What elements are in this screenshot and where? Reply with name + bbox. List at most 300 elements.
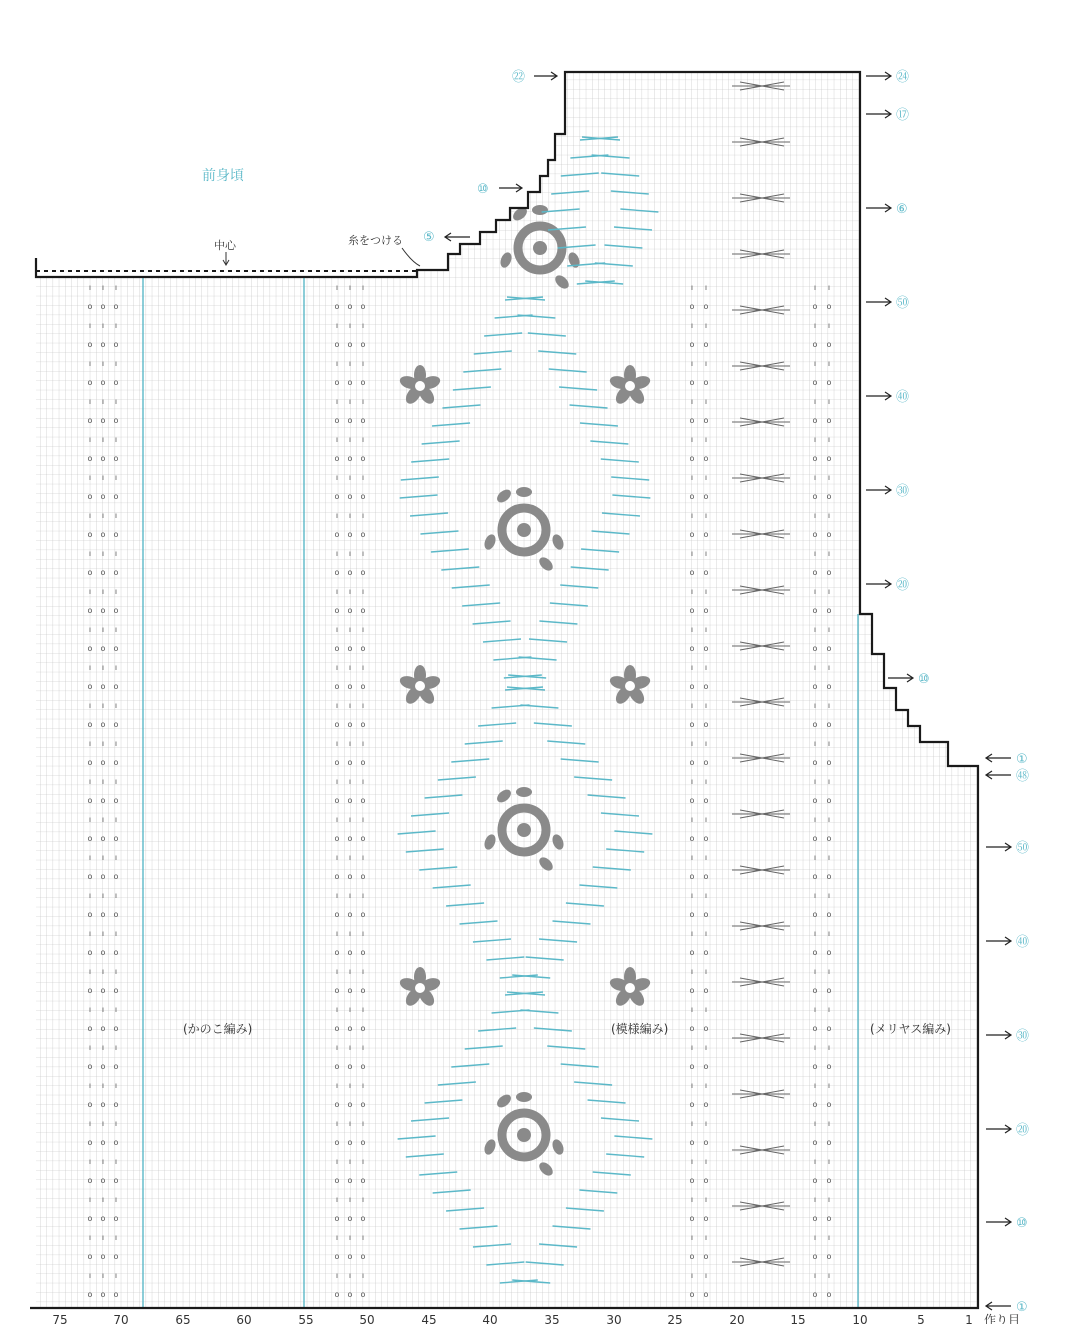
stitch-symbol: ı: [827, 701, 831, 710]
stitch-symbol: ı: [704, 1157, 708, 1166]
stitch-symbol: o: [826, 1176, 832, 1185]
stitch-symbol: ı: [348, 1157, 352, 1166]
stitch-symbol: ı: [348, 701, 352, 710]
stitch-symbol: o: [703, 910, 709, 919]
stitch-symbol: ı: [88, 549, 92, 558]
stitch-symbol: ı: [813, 929, 817, 938]
stitch-symbol: o: [826, 720, 832, 729]
stitch-symbol: o: [347, 1252, 353, 1261]
arrow-right-icon: [866, 204, 891, 212]
stitch-symbol: ı: [827, 473, 831, 482]
stitch-symbol: ı: [361, 967, 365, 976]
stitch-symbol: ı: [335, 1119, 339, 1128]
stitch-symbol: o: [87, 302, 93, 311]
stitch-symbol: o: [812, 530, 818, 539]
stitch-symbol: ı: [690, 815, 694, 824]
stitch-symbol: o: [113, 1290, 119, 1299]
axis-tick: 40: [482, 1313, 498, 1324]
stitch-symbol: o: [689, 606, 695, 615]
stitch-symbol: o: [689, 834, 695, 843]
stitch-symbol: o: [689, 758, 695, 767]
stitch-symbol: ı: [361, 397, 365, 406]
stitch-symbol: ı: [704, 739, 708, 748]
stitch-symbol: ı: [827, 359, 831, 368]
stitch-symbol: ı: [114, 397, 118, 406]
stitch-symbol: ı: [88, 777, 92, 786]
stitch-symbol: ı: [114, 1119, 118, 1128]
stitch-symbol: o: [812, 872, 818, 881]
stitch-symbol: o: [113, 758, 119, 767]
stitch-symbol: o: [360, 1214, 366, 1223]
stitch-symbol: ı: [690, 473, 694, 482]
stitch-symbol: ı: [827, 1119, 831, 1128]
right-marker: ㊽: [1016, 769, 1030, 784]
stitch-symbol: o: [689, 720, 695, 729]
stitch-symbol: ı: [348, 663, 352, 672]
stitch-symbol: ı: [690, 739, 694, 748]
stitch-symbol: o: [689, 1062, 695, 1071]
stitch-symbol: o: [812, 1290, 818, 1299]
stitch-symbol: o: [812, 1024, 818, 1033]
stitch-symbol: o: [347, 340, 353, 349]
stitch-symbol: ı: [88, 663, 92, 672]
stitch-symbol: o: [113, 454, 119, 463]
stitch-symbol: ı: [88, 1157, 92, 1166]
stitch-symbol: ı: [348, 511, 352, 520]
stitch-symbol: o: [360, 986, 366, 995]
stitch-symbol: ı: [704, 777, 708, 786]
stitch-symbol: o: [360, 1252, 366, 1261]
stitch-symbol: o: [360, 834, 366, 843]
stitch-symbol: ı: [704, 663, 708, 672]
stitch-symbol: ı: [827, 511, 831, 520]
stitch-symbol: o: [347, 1100, 353, 1109]
stitch-symbol: o: [100, 568, 106, 577]
stitch-symbol: o: [334, 720, 340, 729]
stitch-symbol: ı: [335, 853, 339, 862]
stitch-symbol: ı: [813, 1119, 817, 1128]
stitch-symbol: ı: [827, 929, 831, 938]
stitch-symbol: o: [113, 340, 119, 349]
stitch-symbol: ı: [114, 511, 118, 520]
stitch-symbol: o: [347, 492, 353, 501]
stitch-symbol: ı: [704, 397, 708, 406]
stitch-symbol: ı: [813, 739, 817, 748]
stitch-symbol: ı: [813, 853, 817, 862]
stitch-symbol: o: [334, 682, 340, 691]
stitch-symbol: ı: [690, 967, 694, 976]
stitch-symbol: ı: [348, 853, 352, 862]
stitch-symbol: ı: [690, 663, 694, 672]
stitch-symbol: ı: [101, 1081, 105, 1090]
stitch-symbol: o: [703, 720, 709, 729]
right-marker: ㊵: [896, 390, 910, 405]
stitch-symbol: o: [689, 492, 695, 501]
arrow-left-icon: [986, 771, 1011, 779]
arrow-right-icon: [866, 580, 891, 588]
arrow-right-icon: [866, 72, 891, 80]
stitch-symbol: ı: [827, 777, 831, 786]
bottom-stitch-axis: [52, 1313, 1020, 1324]
stitch-symbol: o: [703, 758, 709, 767]
stitch-symbol: o: [812, 1100, 818, 1109]
stitch-symbol: ı: [101, 283, 105, 292]
stitch-symbol: ı: [335, 701, 339, 710]
stitch-symbol: o: [347, 416, 353, 425]
stitch-symbol: ı: [827, 815, 831, 824]
stitch-symbol: o: [334, 910, 340, 919]
stitch-symbol: o: [100, 1252, 106, 1261]
stitch-symbol: ı: [114, 1043, 118, 1052]
stitch-symbol: o: [87, 1062, 93, 1071]
stitch-symbol: ı: [114, 1195, 118, 1204]
stitch-symbol: o: [360, 682, 366, 691]
stitch-symbol: o: [826, 1062, 832, 1071]
stitch-symbol: ı: [690, 1195, 694, 1204]
stitch-symbol: o: [812, 606, 818, 615]
stitch-symbol: ı: [348, 739, 352, 748]
stitch-symbol: o: [100, 340, 106, 349]
stitch-symbol: ı: [813, 549, 817, 558]
right-marker: ㉚: [1016, 1029, 1030, 1044]
stitch-symbol: ı: [348, 359, 352, 368]
stitch-symbol: ı: [335, 929, 339, 938]
stitch-symbol: o: [826, 682, 832, 691]
stitch-symbol: o: [113, 682, 119, 691]
axis-tick: 20: [729, 1313, 745, 1324]
stitch-symbol: ı: [361, 777, 365, 786]
left-marker-10: ⑩: [477, 182, 489, 197]
stitch-symbol: ı: [704, 549, 708, 558]
stitch-symbol: ı: [101, 473, 105, 482]
stitch-symbol: ı: [704, 1195, 708, 1204]
stitch-symbol: ı: [114, 853, 118, 862]
stitch-symbol: o: [100, 644, 106, 653]
stitch-symbol: o: [347, 834, 353, 843]
stitch-symbol: o: [87, 796, 93, 805]
stitch-symbol: ı: [348, 1271, 352, 1280]
arrow-right-icon: [986, 1031, 1011, 1039]
stitch-symbol: o: [347, 986, 353, 995]
stitch-symbol: o: [360, 948, 366, 957]
stitch-symbol: o: [100, 1100, 106, 1109]
stitch-symbol: ı: [88, 511, 92, 520]
stitch-symbol: ı: [101, 739, 105, 748]
stitch-symbol: o: [113, 1214, 119, 1223]
stitch-symbol: ı: [348, 777, 352, 786]
stitch-symbol: ı: [335, 283, 339, 292]
stitch-symbol: ı: [690, 359, 694, 368]
stitch-symbol: ı: [704, 587, 708, 596]
stitch-symbol: ı: [335, 1005, 339, 1014]
stitch-symbol: ı: [335, 1157, 339, 1166]
stitch-symbol: ı: [114, 929, 118, 938]
stitch-symbol: ı: [361, 1081, 365, 1090]
stitch-symbol: ı: [813, 397, 817, 406]
stitch-symbol: ı: [114, 967, 118, 976]
stitch-symbol: o: [334, 1062, 340, 1071]
stitch-symbol: ı: [690, 929, 694, 938]
stitch-symbol: ı: [101, 511, 105, 520]
stitch-symbol: ı: [813, 321, 817, 330]
stitch-symbol: o: [100, 796, 106, 805]
page-title: 前身頃: [202, 168, 244, 184]
stitch-symbol: ı: [114, 1271, 118, 1280]
stitch-symbol: ı: [88, 359, 92, 368]
stitch-symbol: ı: [704, 967, 708, 976]
stitch-symbol: ı: [335, 891, 339, 900]
stitch-symbol: o: [360, 1138, 366, 1147]
stitch-symbol: o: [812, 454, 818, 463]
stitch-symbol: o: [360, 378, 366, 387]
stitch-symbol: o: [113, 834, 119, 843]
stitch-symbol: o: [826, 1290, 832, 1299]
stitch-symbol: ı: [690, 435, 694, 444]
stitch-symbol: o: [826, 644, 832, 653]
stitch-symbol: o: [113, 986, 119, 995]
stitch-symbol: ı: [348, 967, 352, 976]
stitch-symbol: ı: [690, 587, 694, 596]
stitch-symbol: ı: [361, 549, 365, 558]
stitch-symbol: ı: [827, 739, 831, 748]
stitch-symbol: o: [689, 530, 695, 539]
stitch-symbol: ı: [335, 511, 339, 520]
stitch-symbol: o: [113, 1024, 119, 1033]
stitch-symbol: o: [826, 416, 832, 425]
stitch-symbol: o: [360, 492, 366, 501]
stitch-symbol: ı: [361, 1271, 365, 1280]
stitch-symbol: o: [703, 302, 709, 311]
arrow-left-icon: [986, 754, 1011, 762]
stitch-symbol: o: [334, 1290, 340, 1299]
stitch-symbol: o: [812, 796, 818, 805]
stitch-symbol: ı: [704, 321, 708, 330]
stitch-symbol: o: [334, 416, 340, 425]
stitch-symbol: ı: [827, 1233, 831, 1242]
arrow-right-icon: [888, 674, 913, 682]
stitch-symbol: o: [347, 910, 353, 919]
stitch-symbol: o: [812, 986, 818, 995]
stitch-symbol: ı: [101, 359, 105, 368]
stitch-symbol: ı: [348, 1233, 352, 1242]
stitch-symbol: ı: [827, 397, 831, 406]
stitch-symbol: ı: [88, 739, 92, 748]
stitch-symbol: ı: [114, 739, 118, 748]
stitch-symbol: o: [113, 568, 119, 577]
stitch-symbol: o: [113, 378, 119, 387]
stitch-symbol: o: [826, 986, 832, 995]
stitch-symbol: o: [334, 758, 340, 767]
stitch-symbol: ı: [88, 283, 92, 292]
stitch-symbol: o: [100, 1024, 106, 1033]
stitch-symbol: o: [360, 340, 366, 349]
stitch-symbol: o: [87, 1176, 93, 1185]
stitch-symbol: ı: [813, 511, 817, 520]
stitch-symbol: o: [100, 1290, 106, 1299]
stitch-symbol: ı: [101, 891, 105, 900]
stitch-symbol: ı: [348, 1043, 352, 1052]
arrow-right-icon: [986, 937, 1011, 945]
stitch-symbol: ı: [813, 891, 817, 900]
axis-tick: 25: [667, 1313, 683, 1324]
stitch-symbol: o: [87, 1252, 93, 1261]
stitch-symbol: o: [703, 1138, 709, 1147]
stitch-symbol: o: [812, 568, 818, 577]
stitch-symbol: o: [87, 454, 93, 463]
stitch-symbol: ı: [704, 929, 708, 938]
stitch-symbol: o: [87, 606, 93, 615]
stitch-symbol: ı: [335, 1043, 339, 1052]
stitch-symbol: ı: [361, 283, 365, 292]
stitch-symbol: ı: [361, 663, 365, 672]
stitch-symbol: ı: [101, 777, 105, 786]
stitch-symbol: o: [812, 758, 818, 767]
stitch-symbol: o: [334, 986, 340, 995]
right-marker: ㊿: [1016, 841, 1030, 856]
stitch-symbol: o: [826, 1252, 832, 1261]
stitch-symbol: o: [113, 1176, 119, 1185]
stitch-symbol: ı: [813, 1233, 817, 1242]
stitch-symbol: o: [347, 606, 353, 615]
stitch-symbol: ı: [88, 967, 92, 976]
stitch-symbol: ı: [335, 587, 339, 596]
stitch-symbol: ı: [101, 435, 105, 444]
stitch-symbol: ı: [827, 891, 831, 900]
stitch-symbol: ı: [114, 283, 118, 292]
stitch-symbol: ı: [690, 283, 694, 292]
stitch-symbol: o: [113, 948, 119, 957]
stitch-symbol: o: [113, 910, 119, 919]
stitch-symbol: o: [100, 758, 106, 767]
stitch-symbol: o: [812, 1138, 818, 1147]
stitch-symbol: o: [334, 492, 340, 501]
stitch-symbol: o: [360, 796, 366, 805]
stitch-symbol: ı: [335, 473, 339, 482]
stitch-symbol: ı: [827, 1081, 831, 1090]
stitch-symbol: o: [100, 872, 106, 881]
stitch-symbol: ı: [361, 701, 365, 710]
stitch-symbol: o: [812, 834, 818, 843]
stitch-symbol: o: [334, 1138, 340, 1147]
stitch-symbol: o: [87, 986, 93, 995]
stitch-symbol: o: [703, 682, 709, 691]
stitch-symbol: o: [334, 568, 340, 577]
center-label: 中心: [214, 239, 236, 252]
stitch-symbol: ı: [114, 701, 118, 710]
stitch-symbol: ı: [114, 1005, 118, 1014]
stitch-symbol: o: [334, 530, 340, 539]
arrow-right-icon: [534, 72, 557, 80]
stitch-symbol: ı: [88, 587, 92, 596]
stitch-symbol: o: [703, 492, 709, 501]
stitch-symbol: ı: [101, 397, 105, 406]
stitch-symbol: o: [87, 378, 93, 387]
axis-tick: 65: [175, 1313, 191, 1324]
stitch-symbol: ı: [335, 777, 339, 786]
stitch-symbol: o: [689, 1024, 695, 1033]
stitch-symbol: o: [347, 454, 353, 463]
stitch-symbol: o: [703, 1176, 709, 1185]
stitch-symbol: ı: [101, 1195, 105, 1204]
arrow-right-icon: [986, 1125, 1011, 1133]
stitch-symbol: ı: [101, 929, 105, 938]
stitch-symbol: ı: [88, 1233, 92, 1242]
cast-on-label: 作り目: [984, 1313, 1021, 1324]
stitch-symbol: ı: [361, 1119, 365, 1128]
stitch-symbol: o: [826, 530, 832, 539]
stitch-symbol: ı: [690, 549, 694, 558]
stitch-symbol: ı: [704, 359, 708, 368]
stitch-symbol: ı: [88, 397, 92, 406]
stitch-symbol: ı: [704, 435, 708, 444]
stitch-symbol: o: [100, 948, 106, 957]
stitch-symbol: o: [812, 1062, 818, 1071]
stitch-symbol: ı: [827, 435, 831, 444]
stitch-symbol: o: [113, 302, 119, 311]
stitch-symbol: ı: [361, 929, 365, 938]
stitch-symbol: ı: [361, 473, 365, 482]
stitch-symbol: ı: [690, 1233, 694, 1242]
stitch-symbol: ı: [88, 701, 92, 710]
stitch-symbol: ı: [348, 815, 352, 824]
stitch-symbol: ı: [114, 891, 118, 900]
stitch-symbol: ı: [813, 777, 817, 786]
stitch-symbol: ı: [361, 1195, 365, 1204]
stitch-symbol: o: [689, 1290, 695, 1299]
stitch-symbol: ı: [813, 283, 817, 292]
stitch-symbol: ı: [348, 321, 352, 330]
stitch-symbol: ı: [827, 1271, 831, 1280]
stitch-symbol: ı: [101, 1005, 105, 1014]
stitch-symbol: ı: [690, 1005, 694, 1014]
stitch-symbol: o: [113, 492, 119, 501]
stitch-symbol: o: [703, 644, 709, 653]
stitch-symbol: o: [812, 1176, 818, 1185]
stitch-symbol: o: [703, 416, 709, 425]
stitch-symbol: ı: [704, 1233, 708, 1242]
stitch-symbol: ı: [827, 283, 831, 292]
stitch-symbol: o: [360, 416, 366, 425]
stitch-symbol: o: [100, 454, 106, 463]
stitch-symbol: ı: [690, 1043, 694, 1052]
stitch-symbol: ı: [114, 625, 118, 634]
arrow-right-icon: [866, 298, 891, 306]
stitch-symbol: ı: [335, 625, 339, 634]
stitch-symbol: ı: [88, 1195, 92, 1204]
stitch-symbol: o: [689, 796, 695, 805]
stitch-symbol: ı: [827, 549, 831, 558]
stitch-symbol: ı: [813, 1271, 817, 1280]
stitch-symbol: o: [826, 606, 832, 615]
stitch-symbol: o: [87, 1100, 93, 1109]
stitch-symbol: ı: [690, 853, 694, 862]
stitch-symbol: o: [347, 1176, 353, 1185]
stitch-symbol: o: [87, 530, 93, 539]
stitch-symbol: o: [689, 1100, 695, 1109]
stitch-symbol: o: [689, 910, 695, 919]
stitch-symbol: ı: [690, 1119, 694, 1128]
stitch-symbol: o: [826, 1138, 832, 1147]
stitch-symbol: ı: [827, 1043, 831, 1052]
right-marker: ⑥: [896, 202, 908, 217]
stitch-symbol: o: [100, 416, 106, 425]
stitch-symbol: o: [812, 492, 818, 501]
stitch-symbol: o: [87, 1024, 93, 1033]
stitch-symbol: ı: [88, 1081, 92, 1090]
right-marker: ⑩: [1016, 1216, 1028, 1231]
stitch-symbol: o: [100, 302, 106, 311]
stitch-symbol: ı: [348, 1081, 352, 1090]
